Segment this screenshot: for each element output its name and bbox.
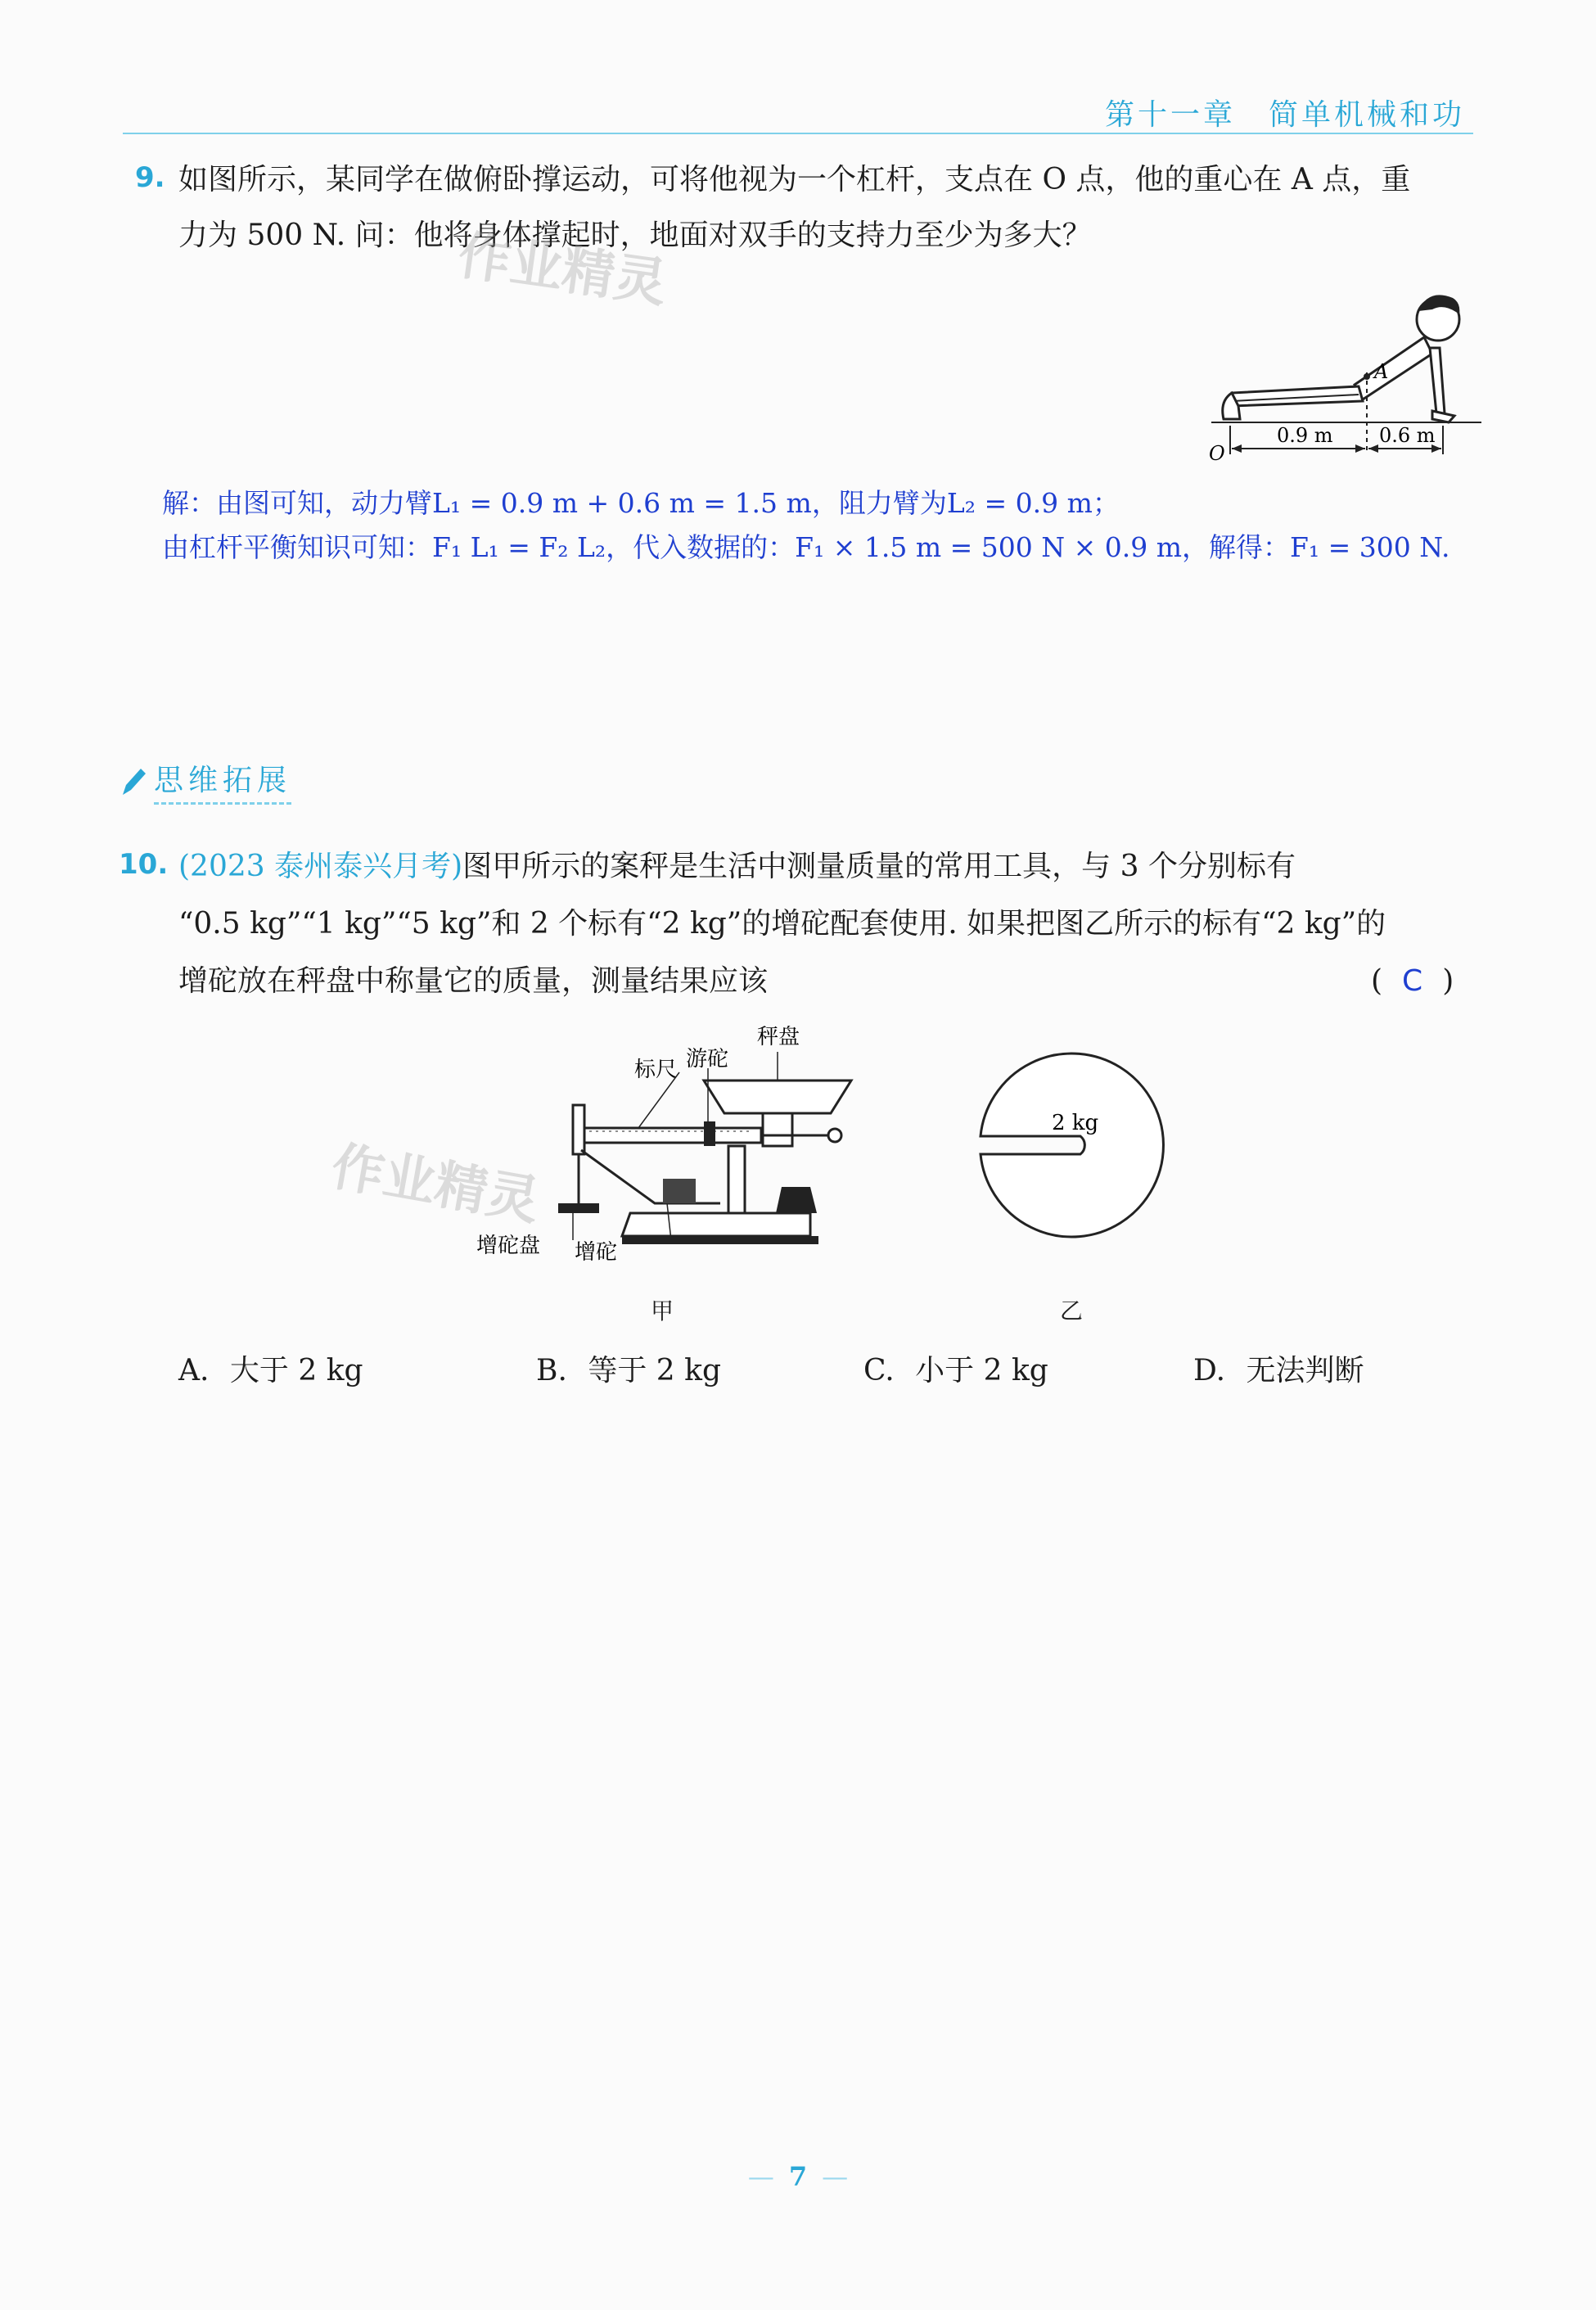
slotted-weight-figure bbox=[974, 1040, 1170, 1277]
answer-bracket bbox=[1371, 954, 1454, 1009]
counterweight bbox=[776, 1187, 817, 1213]
question-9-line-2: 力为 500 N. 问：他将身体撑起时，地面对双手的支持力至少为多大？ bbox=[178, 219, 1092, 252]
left-post bbox=[573, 1105, 584, 1154]
label-ruler: 标尺 bbox=[634, 1058, 678, 1082]
question-9-line-1: 如图所示，某同学在做俯卧撑运动，可将他视为一个杠杆，支点在 O 点，他的重心在 A 点，重 bbox=[178, 163, 1411, 196]
weight-label: 2 kg bbox=[1052, 1111, 1099, 1135]
question-9-number: 9. bbox=[135, 161, 165, 194]
figure-yi-caption: 乙 bbox=[1060, 1297, 1084, 1324]
option-d[interactable] bbox=[1193, 1347, 1364, 1389]
label-weight-pan: 增砣盘 bbox=[476, 1234, 541, 1258]
weights-stack bbox=[663, 1179, 696, 1203]
choice-answer: C bbox=[1402, 964, 1423, 998]
arrow bbox=[1232, 444, 1242, 453]
label-weight: 增砣 bbox=[575, 1240, 618, 1265]
slotted-disc bbox=[981, 1053, 1163, 1237]
option-letter: A. bbox=[178, 1354, 210, 1387]
option-letter: D. bbox=[1193, 1354, 1226, 1387]
rider-weight bbox=[704, 1121, 715, 1146]
dist-label-2: 0.6 m bbox=[1379, 424, 1436, 447]
figure-jia-caption: 甲 bbox=[651, 1297, 674, 1324]
legs-shape bbox=[1232, 386, 1363, 406]
option-text: 小于 2 kg bbox=[915, 1354, 1048, 1387]
page-number bbox=[0, 2161, 1596, 2192]
pan-support bbox=[763, 1113, 792, 1146]
watermark: 作业精灵 bbox=[327, 1136, 544, 1233]
option-text: 大于 2 kg bbox=[229, 1354, 363, 1387]
weight-pan bbox=[558, 1203, 599, 1213]
option-c[interactable] bbox=[863, 1347, 1048, 1389]
option-b[interactable] bbox=[536, 1347, 721, 1389]
adjust-knob bbox=[828, 1129, 841, 1142]
question-source: (2023 泰州泰兴月考) bbox=[178, 850, 463, 883]
option-letter: C. bbox=[863, 1354, 895, 1387]
scale-base bbox=[622, 1213, 810, 1236]
question-10-line-1-text: 图甲所示的案秤是生活中测量质量的常用工具，与 3 个分别标有 bbox=[462, 850, 1296, 883]
arm-shape bbox=[1430, 348, 1445, 413]
counter-scale-figure bbox=[458, 1007, 884, 1285]
question-10-number: 10. bbox=[119, 848, 169, 881]
label-pan: 秤盘 bbox=[757, 1025, 800, 1049]
scale-pan bbox=[704, 1081, 851, 1113]
bracket-open: ( bbox=[1371, 964, 1383, 998]
hand-shape bbox=[1432, 411, 1454, 422]
page-dash-right: — bbox=[822, 2161, 849, 2192]
label-a: A bbox=[1374, 360, 1389, 383]
dist-label-1: 0.9 m bbox=[1277, 424, 1333, 447]
question-10-line-3: 增砣放在秤盘中称量它的质量，测量结果应该 bbox=[178, 964, 769, 998]
question-10-line-1 bbox=[178, 839, 1296, 895]
question-10-line-2: “0.5 kg”“1 kg”“5 kg”和 2 个标有“2 kg”的增砣配套使用. 如果把图乙所示的标有“2 kg”的 bbox=[178, 907, 1386, 941]
option-letter: B. bbox=[536, 1354, 567, 1387]
pencil-icon bbox=[119, 765, 147, 801]
arrow bbox=[1355, 444, 1365, 453]
arrow bbox=[1368, 444, 1378, 453]
option-a[interactable] bbox=[178, 1347, 363, 1389]
label-rider: 游砣 bbox=[686, 1047, 729, 1072]
question-9-answer-line-2: 由杠杆平衡知识可知：F₁ L₁ = F₂ L₂，代入数据的：F₁ × 1.5 m = 500 N × 0.9 m，解得：F₁ = 300 N. bbox=[162, 531, 1450, 563]
option-text: 无法判断 bbox=[1246, 1354, 1364, 1387]
base-foot bbox=[622, 1236, 818, 1244]
linkage bbox=[581, 1150, 720, 1203]
pushup-figure bbox=[1199, 278, 1494, 475]
chapter-header: 第十一章 简单机械和功 bbox=[1104, 98, 1465, 132]
question-9-answer-line-1: 解：由图可知，动力臂L₁ = 0.9 m + 0.6 m = 1.5 m，阻力臂为L₂ = 0.9 m； bbox=[162, 487, 1120, 519]
section-title: 思维拓展 bbox=[154, 757, 291, 805]
page-dash-left: — bbox=[747, 2161, 774, 2192]
header-divider bbox=[123, 133, 1473, 134]
beam-ruler bbox=[581, 1128, 761, 1143]
label-o: O bbox=[1209, 442, 1225, 465]
watermark: 作业精灵 bbox=[454, 225, 671, 315]
option-text: 等于 2 kg bbox=[588, 1354, 722, 1387]
point-a bbox=[1364, 373, 1370, 380]
bracket-close: ) bbox=[1442, 964, 1454, 998]
page-number-value: 7 bbox=[788, 2161, 808, 2192]
right-column bbox=[728, 1146, 745, 1213]
